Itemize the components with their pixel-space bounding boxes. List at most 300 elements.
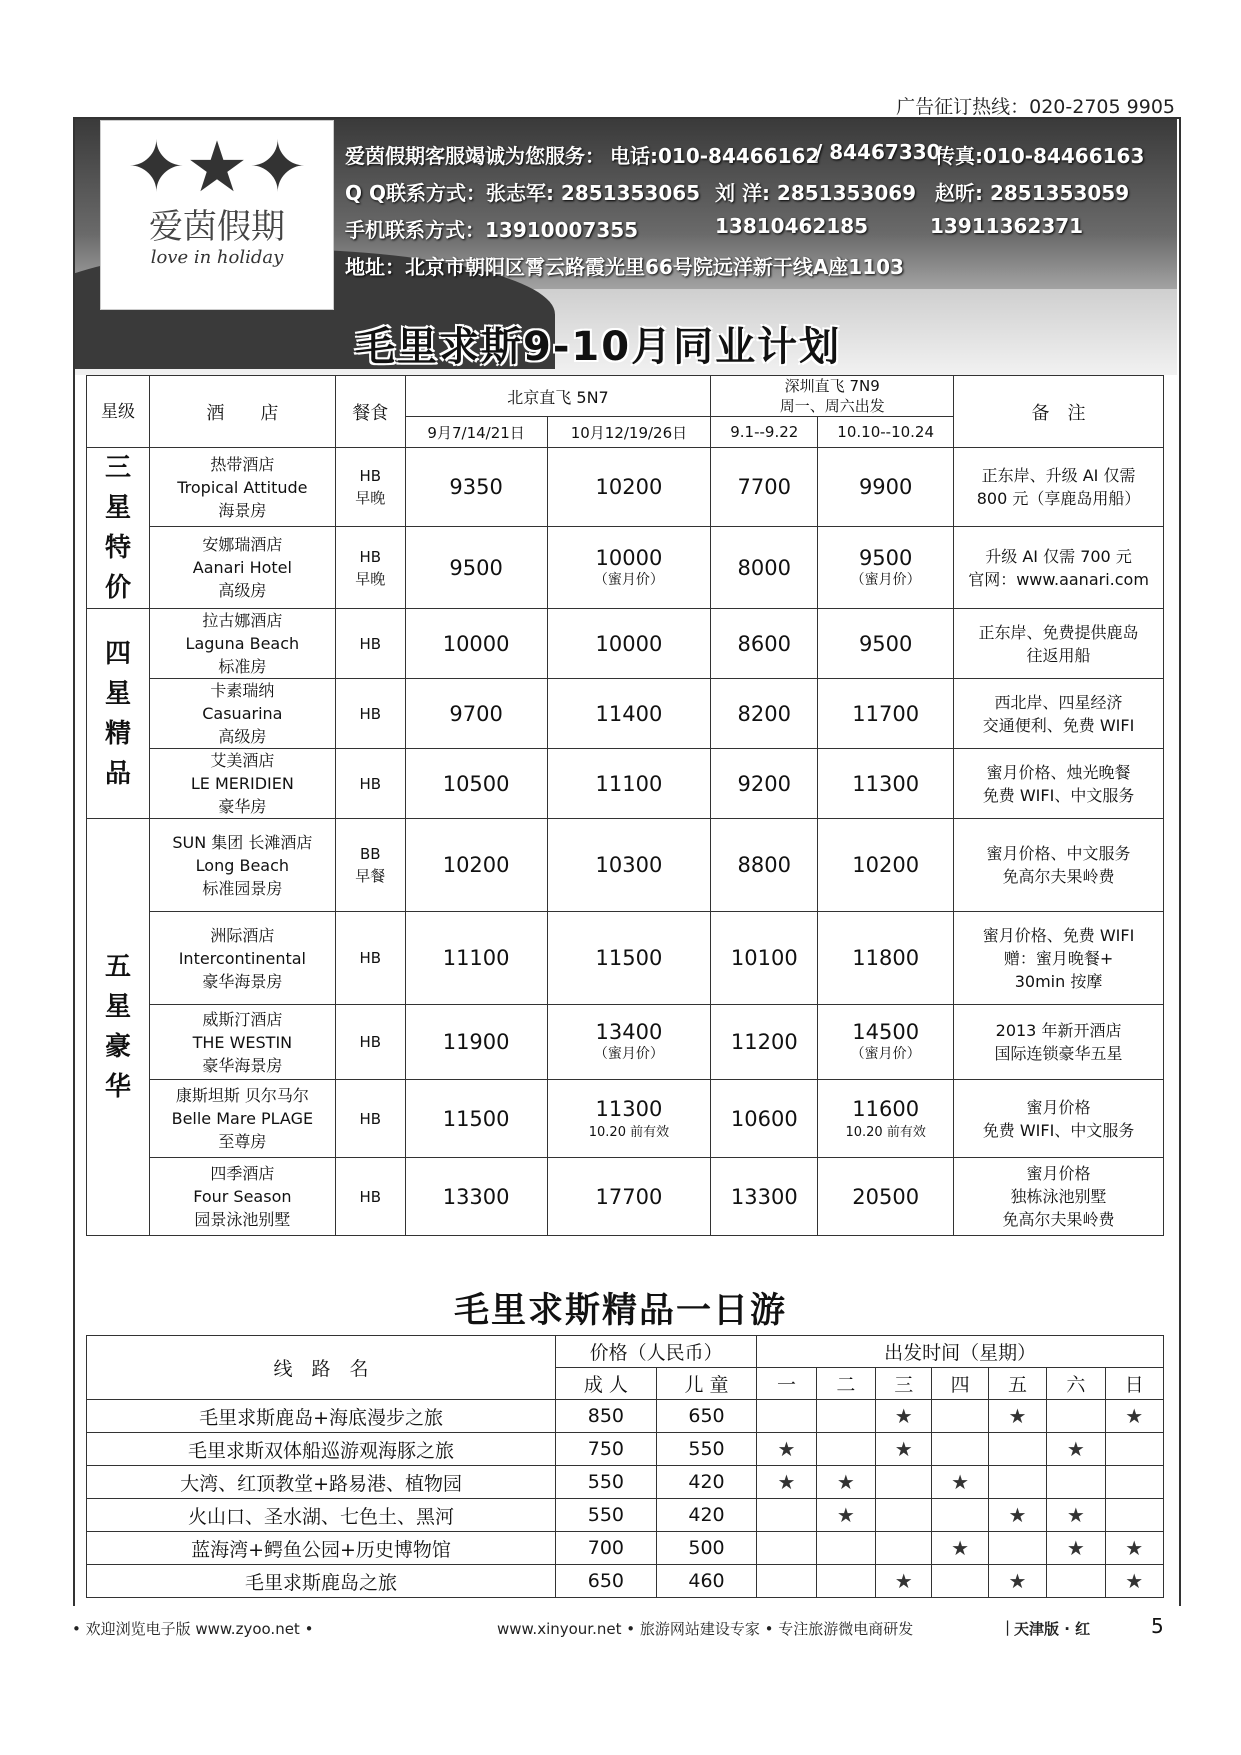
note-line: 30min 按摩 (1014, 971, 1103, 991)
header-weekday: 三 (876, 1368, 932, 1400)
price-sz-oct (818, 1158, 954, 1236)
adult-price: 550 (556, 1466, 657, 1499)
adult-price: 700 (556, 1532, 657, 1565)
route-name: 毛里求斯双体船巡游观海豚之旅 (87, 1433, 556, 1466)
plan-row (87, 527, 1164, 609)
meal-code: HB (359, 1033, 382, 1051)
meal-code: HB (359, 547, 382, 566)
page-number: 5 (1151, 1614, 1164, 1638)
room-type: 标准房 (218, 657, 267, 676)
note-line: 正东岸、升级 AI 仅需 (981, 466, 1136, 486)
empty-day (876, 1466, 932, 1499)
note-line: 正东岸、免费提供鹿岛 (978, 622, 1139, 642)
logo-chinese-name: 爱茵假期 (149, 207, 285, 247)
price-value: 10000 (595, 545, 663, 570)
price-sz-oct (818, 527, 954, 609)
hotel-cn-name: 洲际酒店 (210, 925, 275, 945)
empty-day (1105, 1433, 1163, 1466)
empty-day (876, 1532, 932, 1565)
header-adult: 成 人 (556, 1368, 657, 1400)
child-price: 650 (656, 1400, 757, 1433)
price-value: 20500 (852, 1184, 920, 1209)
hotel-cell (149, 527, 335, 609)
child-price: 500 (656, 1532, 757, 1565)
price-bj-oct (547, 609, 711, 679)
footer-mid: www.xinyour.net • 旅游网站建设专家 • 专注旅游微电商研发 (497, 1620, 914, 1638)
note-line: 2013 年新开酒店 (995, 1021, 1122, 1040)
price-sz-oct (818, 679, 954, 749)
star-group-char: 五 (104, 952, 131, 982)
star-icon: ★ (816, 1499, 875, 1532)
empty-day (757, 1565, 816, 1598)
price-value: 10000 (595, 631, 663, 656)
meal-cell (335, 1080, 405, 1158)
notes-cell (954, 1080, 1164, 1158)
meal-cell (335, 749, 405, 819)
header-shenzhen-line-1: 深圳直飞 7N9 (784, 377, 880, 395)
plan-row (87, 448, 1164, 527)
meal-cell (335, 679, 405, 749)
price-sz-oct (818, 1080, 954, 1158)
star-group-char: 四 (104, 638, 131, 669)
note-line: 蜜月价格、免费 WIFI (982, 925, 1135, 945)
price-sz-sep: 7700 (711, 448, 818, 527)
room-type: 高级房 (218, 727, 267, 746)
price-sz-oct (818, 448, 954, 527)
header-star-level: 星级 (87, 376, 150, 448)
price-remark: 10.20 前有效 (845, 1125, 926, 1140)
route-name: 火山口、圣水湖、七色土、黑河 (87, 1499, 556, 1532)
route-name: 毛里求斯鹿岛之旅 (87, 1565, 556, 1598)
empty-day (1047, 1466, 1105, 1499)
star-group-char: 华 (104, 1072, 131, 1102)
price-value: 11400 (595, 701, 663, 726)
meal-cell (335, 609, 405, 679)
price-value: 14500 (852, 1020, 920, 1044)
hotel-en-name: THE WESTIN (192, 1032, 293, 1052)
price-sz-oct (818, 609, 954, 679)
logo-english-name: love in holiday (150, 247, 284, 268)
price-bj-sep: 10500 (405, 749, 547, 819)
plan-row (87, 749, 1164, 819)
price-bj-oct (547, 1158, 711, 1236)
plan-row (87, 609, 1164, 679)
meal-code: HB (359, 467, 382, 486)
price-bj-sep: 11900 (405, 1005, 547, 1080)
meal-code: HB (359, 949, 382, 967)
mobile-2: 13810462185 (715, 214, 869, 238)
plan-price-table (86, 375, 1164, 1236)
hotel-en-name: Aanari Hotel (192, 558, 292, 578)
hotel-en-name: Four Season (193, 1187, 292, 1206)
price-value: 9500 (858, 631, 913, 656)
empty-day (1105, 1466, 1163, 1499)
meal-desc: 早晚 (355, 489, 386, 508)
note-line: 官网：www.aanari.com (968, 569, 1149, 589)
price-bj-oct (547, 1080, 711, 1158)
meal-code: HB (359, 704, 382, 723)
meal-cell (335, 527, 405, 609)
mobile-1: 手机联系方式：13910007355 (345, 218, 639, 242)
meal-code: HB (359, 1187, 382, 1206)
tour-section-title: 毛里求斯精品一日游 (454, 1291, 788, 1331)
room-type: 豪华海景房 (202, 971, 283, 991)
price-remark: （蜜月价） (593, 1046, 664, 1062)
header-depart-time: 出发时间（星期） (757, 1336, 1164, 1368)
child-price: 550 (656, 1433, 757, 1466)
star-group-char: 精 (104, 718, 131, 749)
star-icon: ★ (816, 1466, 875, 1499)
price-sz-oct (818, 912, 954, 1005)
empty-day (1105, 1499, 1163, 1532)
price-bj-oct (547, 679, 711, 749)
empty-day (816, 1433, 875, 1466)
hotel-en-name: Long Beach (195, 855, 290, 875)
note-line: 往返用船 (1026, 645, 1091, 665)
meal-cell (335, 1158, 405, 1236)
service-phone-2: / 84467330 (815, 140, 941, 164)
note-line: 国际连锁豪华五星 (994, 1044, 1123, 1063)
header-hotel: 酒 店 (149, 376, 335, 448)
meal-cell (335, 912, 405, 1005)
price-bj-oct (547, 1005, 711, 1080)
hotel-cell (149, 609, 335, 679)
price-value: 10200 (595, 475, 663, 500)
hotel-en-name: Belle Mare PLAGE (171, 1109, 314, 1128)
price-bj-oct (547, 527, 711, 609)
note-line: 免高尔夫果岭费 (1002, 1210, 1115, 1229)
hotel-cn-name: 热带酒店 (210, 454, 275, 474)
price-value: 10200 (852, 853, 920, 877)
empty-day (1047, 1565, 1105, 1598)
hotel-cell (149, 819, 335, 912)
child-price: 420 (656, 1499, 757, 1532)
qq-zhang: Q Q联系方式：张志军: 2851353065 (345, 181, 701, 205)
price-sz-sep: 9200 (711, 749, 818, 819)
star-group-char: 星 (104, 992, 131, 1022)
note-line: 升级 AI 仅需 700 元 (985, 546, 1132, 566)
header-meal: 餐食 (335, 376, 405, 448)
star-group-label (87, 819, 150, 1236)
empty-day (932, 1565, 988, 1598)
hotel-cell (149, 679, 335, 749)
room-type: 豪华房 (218, 797, 267, 816)
star-icon: ★ (876, 1565, 932, 1598)
tour-header-row-1 (87, 1336, 1164, 1368)
empty-day (988, 1532, 1046, 1565)
plan-row (87, 1005, 1164, 1080)
star-icon: ★ (757, 1466, 816, 1499)
notes-cell (954, 1158, 1164, 1236)
room-type: 高级房 (218, 581, 267, 601)
price-value: 13400 (595, 1020, 663, 1044)
address-text: 地址：北京市朝阳区霄云路霞光里66号院远洋新干线A座1103 (345, 255, 904, 279)
star-icon: ★ (1105, 1532, 1163, 1565)
day-tour-table (86, 1335, 1164, 1598)
price-value: 11300 (852, 771, 920, 796)
header-notes: 备 注 (954, 376, 1164, 448)
qq-zhao: 赵昕: 2851353059 (935, 181, 1130, 205)
header-beijing-flight: 北京直飞 5N7 (405, 376, 711, 417)
hotel-en-name: Laguna Beach (185, 634, 300, 653)
star-icon: ★ (988, 1565, 1046, 1598)
note-line: 蜜月价格 (1026, 1164, 1091, 1183)
price-bj-sep: 13300 (405, 1158, 547, 1236)
page-title: 毛里求斯9-10月同业计划 (355, 324, 842, 370)
empty-day (876, 1499, 932, 1532)
star-group-char: 价 (104, 573, 131, 603)
price-sz-sep: 10600 (711, 1080, 818, 1158)
star-group-char: 特 (104, 533, 131, 563)
note-line: 蜜月价格、中文服务 (986, 844, 1131, 863)
room-type: 豪华海景房 (202, 1055, 283, 1075)
empty-day (757, 1400, 816, 1433)
price-bj-oct (547, 749, 711, 819)
price-sz-oct (818, 819, 954, 912)
star-icon: ★ (876, 1433, 932, 1466)
note-line: 800 元（享鹿岛用船） (976, 489, 1141, 509)
hotel-cell (149, 1158, 335, 1236)
price-sz-sep: 8200 (711, 679, 818, 749)
star-icon: ★ (1105, 1565, 1163, 1598)
price-sz-sep: 10100 (711, 912, 818, 1005)
hotel-cn-name: 卡素瑞纳 (210, 681, 275, 700)
header-child: 儿 童 (656, 1368, 757, 1400)
price-sz-sep: 8000 (711, 527, 818, 609)
tour-row (87, 1499, 1164, 1532)
empty-day (988, 1466, 1046, 1499)
hotel-cell (149, 1005, 335, 1080)
meal-desc: 早餐 (355, 867, 386, 885)
plan-row (87, 679, 1164, 749)
plan-row (87, 1080, 1164, 1158)
header-shenzhen-line-2: 周一、周六出发 (779, 397, 885, 415)
tour-row (87, 1565, 1164, 1598)
header-weekday: 二 (816, 1368, 875, 1400)
tour-row (87, 1400, 1164, 1433)
price-value: 11600 (852, 1097, 920, 1121)
hotel-cell (149, 448, 335, 527)
meal-code: BB (359, 845, 381, 863)
price-sz-sep: 11200 (711, 1005, 818, 1080)
hotel-cn-name: 威斯汀酒店 (202, 1009, 283, 1029)
price-value: 9500 (858, 545, 913, 570)
ad-hotline: 广告征订热线：020-2705 9905 (896, 96, 1175, 118)
price-value: 11100 (595, 771, 663, 796)
price-sz-sep: 13300 (711, 1158, 818, 1236)
meal-cell (335, 819, 405, 912)
child-price: 460 (656, 1565, 757, 1598)
star-icon: ★ (1047, 1499, 1105, 1532)
header-weekday: 五 (988, 1368, 1046, 1400)
star-group-char: 星 (104, 678, 131, 709)
empty-day (757, 1499, 816, 1532)
hotel-cell (149, 1080, 335, 1158)
star-group-char: 豪 (104, 1032, 131, 1062)
price-bj-sep: 9350 (405, 448, 547, 527)
adult-price: 750 (556, 1433, 657, 1466)
hotel-cn-name: 拉古娜酒店 (202, 611, 283, 630)
child-price: 420 (656, 1466, 757, 1499)
star-icon: ★ (1047, 1532, 1105, 1565)
note-line: 交通便利、免费 WIFI (982, 715, 1135, 735)
empty-day (932, 1433, 988, 1466)
note-line: 免费 WIFI、中文服务 (982, 1120, 1135, 1140)
price-remark: 10.20 前有效 (588, 1125, 670, 1140)
hotel-en-name: Intercontinental (178, 948, 306, 968)
star-group-char: 品 (104, 758, 131, 789)
notes-cell (954, 749, 1164, 819)
route-name: 大湾、红顶教堂+路易港、植物园 (87, 1466, 556, 1499)
note-line: 免费 WIFI、中文服务 (982, 785, 1135, 805)
meal-desc: 早晚 (355, 569, 386, 588)
meal-code: HB (359, 1109, 382, 1128)
plan-table-body (87, 448, 1164, 1236)
note-line: 赠：蜜月晚餐+ (1003, 948, 1114, 968)
price-sz-sep: 8800 (711, 819, 818, 912)
meal-cell (335, 448, 405, 527)
plan-row (87, 912, 1164, 1005)
footer-left: • 欢迎浏览电子版 www.zyoo.net • (72, 1620, 314, 1638)
hotel-cell (149, 749, 335, 819)
header-date-2: 10月12/19/26日 (547, 417, 711, 448)
hotel-en-name: LE MERIDIEN (190, 774, 294, 793)
price-bj-sep: 9700 (405, 679, 547, 749)
empty-day (816, 1400, 875, 1433)
price-bj-sep: 10200 (405, 819, 547, 912)
price-sz-oct (818, 1005, 954, 1080)
qq-liu: 刘 洋: 2851353069 (715, 181, 917, 205)
price-remark: （蜜月价） (850, 571, 921, 588)
header-weekday: 日 (1105, 1368, 1163, 1400)
hotel-en-name: Tropical Attitude (177, 477, 308, 497)
tour-row (87, 1466, 1164, 1499)
meal-code: HB (359, 634, 382, 653)
service-label: 爱茵假期客服竭诚为您服务： (345, 144, 605, 168)
star-logo-icon: ✦★✦ (126, 126, 308, 208)
price-value: 17700 (595, 1184, 663, 1209)
empty-day (932, 1499, 988, 1532)
note-line: 蜜月价格 (1026, 1097, 1091, 1117)
notes-cell (954, 819, 1164, 912)
star-icon: ★ (932, 1532, 988, 1565)
price-value: 9900 (858, 475, 913, 500)
empty-day (816, 1565, 875, 1598)
header-weekday: 六 (1047, 1368, 1105, 1400)
empty-day (1047, 1400, 1105, 1433)
price-bj-oct (547, 912, 711, 1005)
price-bj-oct (547, 819, 711, 912)
empty-day (932, 1400, 988, 1433)
price-value: 11500 (595, 946, 663, 970)
header-date-1: 9月7/14/21日 (405, 417, 547, 448)
hotel-cn-name: 安娜瑞酒店 (202, 535, 283, 555)
notes-cell (954, 679, 1164, 749)
brand-logo (100, 120, 334, 310)
star-group-label (87, 609, 150, 819)
adult-price: 550 (556, 1499, 657, 1532)
route-name: 毛里求斯鹿岛+海底漫步之旅 (87, 1400, 556, 1433)
notes-cell (954, 527, 1164, 609)
price-sz-sep: 8600 (711, 609, 818, 679)
header-weekday: 四 (932, 1368, 988, 1400)
price-bj-sep: 9500 (405, 527, 547, 609)
star-icon: ★ (988, 1400, 1046, 1433)
header-date-3: 9.1--9.22 (711, 417, 818, 448)
hotel-cell (149, 912, 335, 1005)
star-group-label (87, 448, 150, 609)
price-value: 11300 (595, 1097, 663, 1121)
tour-row (87, 1433, 1164, 1466)
hotel-cn-name: 康斯坦斯 贝尔马尔 (175, 1086, 309, 1105)
star-icon: ★ (1047, 1433, 1105, 1466)
star-icon: ★ (988, 1499, 1046, 1532)
empty-day (816, 1532, 875, 1565)
room-type: 至尊房 (218, 1132, 267, 1151)
star-group-char: 星 (104, 493, 131, 523)
header-route: 线 路 名 (87, 1336, 556, 1400)
price-bj-sep: 11500 (405, 1080, 547, 1158)
price-bj-oct (547, 448, 711, 527)
header-price: 价格（人民币） (556, 1336, 757, 1368)
plan-header-row-1 (87, 376, 1164, 417)
meal-cell (335, 1005, 405, 1080)
price-remark: （蜜月价） (593, 571, 664, 588)
adult-price: 650 (556, 1565, 657, 1598)
price-value: 11800 (852, 946, 920, 970)
notes-cell (954, 912, 1164, 1005)
adult-price: 850 (556, 1400, 657, 1433)
empty-day (757, 1532, 816, 1565)
price-bj-sep: 10000 (405, 609, 547, 679)
room-type: 标准园景房 (202, 878, 283, 898)
price-value: 10300 (595, 853, 663, 877)
hotel-en-name: Casuarina (202, 704, 283, 723)
plan-row (87, 1158, 1164, 1236)
star-icon: ★ (876, 1400, 932, 1433)
header-weekday: 一 (757, 1368, 816, 1400)
note-line: 独栋泳池别墅 (1010, 1187, 1107, 1206)
service-fax: 传真:010-84466163 (935, 144, 1145, 168)
star-icon: ★ (757, 1433, 816, 1466)
price-bj-sep: 11100 (405, 912, 547, 1005)
hotel-cn-name: 四季酒店 (210, 1164, 275, 1183)
price-sz-oct (818, 749, 954, 819)
star-group-char: 三 (104, 453, 131, 483)
note-line: 蜜月价格、烛光晚餐 (986, 762, 1131, 782)
footer-divider: | (1005, 1618, 1011, 1636)
mobile-3: 13911362371 (930, 214, 1084, 238)
notes-cell (954, 1005, 1164, 1080)
room-type: 海景房 (218, 500, 267, 520)
footer-edition: 天津版 · 红 (1014, 1620, 1091, 1638)
empty-day (988, 1433, 1046, 1466)
price-remark: （蜜月价） (850, 1046, 921, 1062)
tour-row (87, 1532, 1164, 1565)
price-value: 11700 (852, 701, 920, 726)
header-date-4: 10.10--10.24 (818, 417, 954, 448)
header-shenzhen-flight (711, 376, 954, 417)
service-phone: 电话:010-84466162 (610, 144, 820, 168)
notes-cell (954, 448, 1164, 527)
star-icon: ★ (932, 1466, 988, 1499)
route-name: 蓝海湾+鳄鱼公园+历史博物馆 (87, 1532, 556, 1565)
tour-table-body (87, 1400, 1164, 1598)
note-line: 西北岸、四星经济 (994, 692, 1123, 712)
meal-code: HB (359, 774, 382, 793)
hotel-cn-name: SUN 集团 长滩酒店 (172, 832, 313, 852)
star-icon: ★ (1105, 1400, 1163, 1433)
